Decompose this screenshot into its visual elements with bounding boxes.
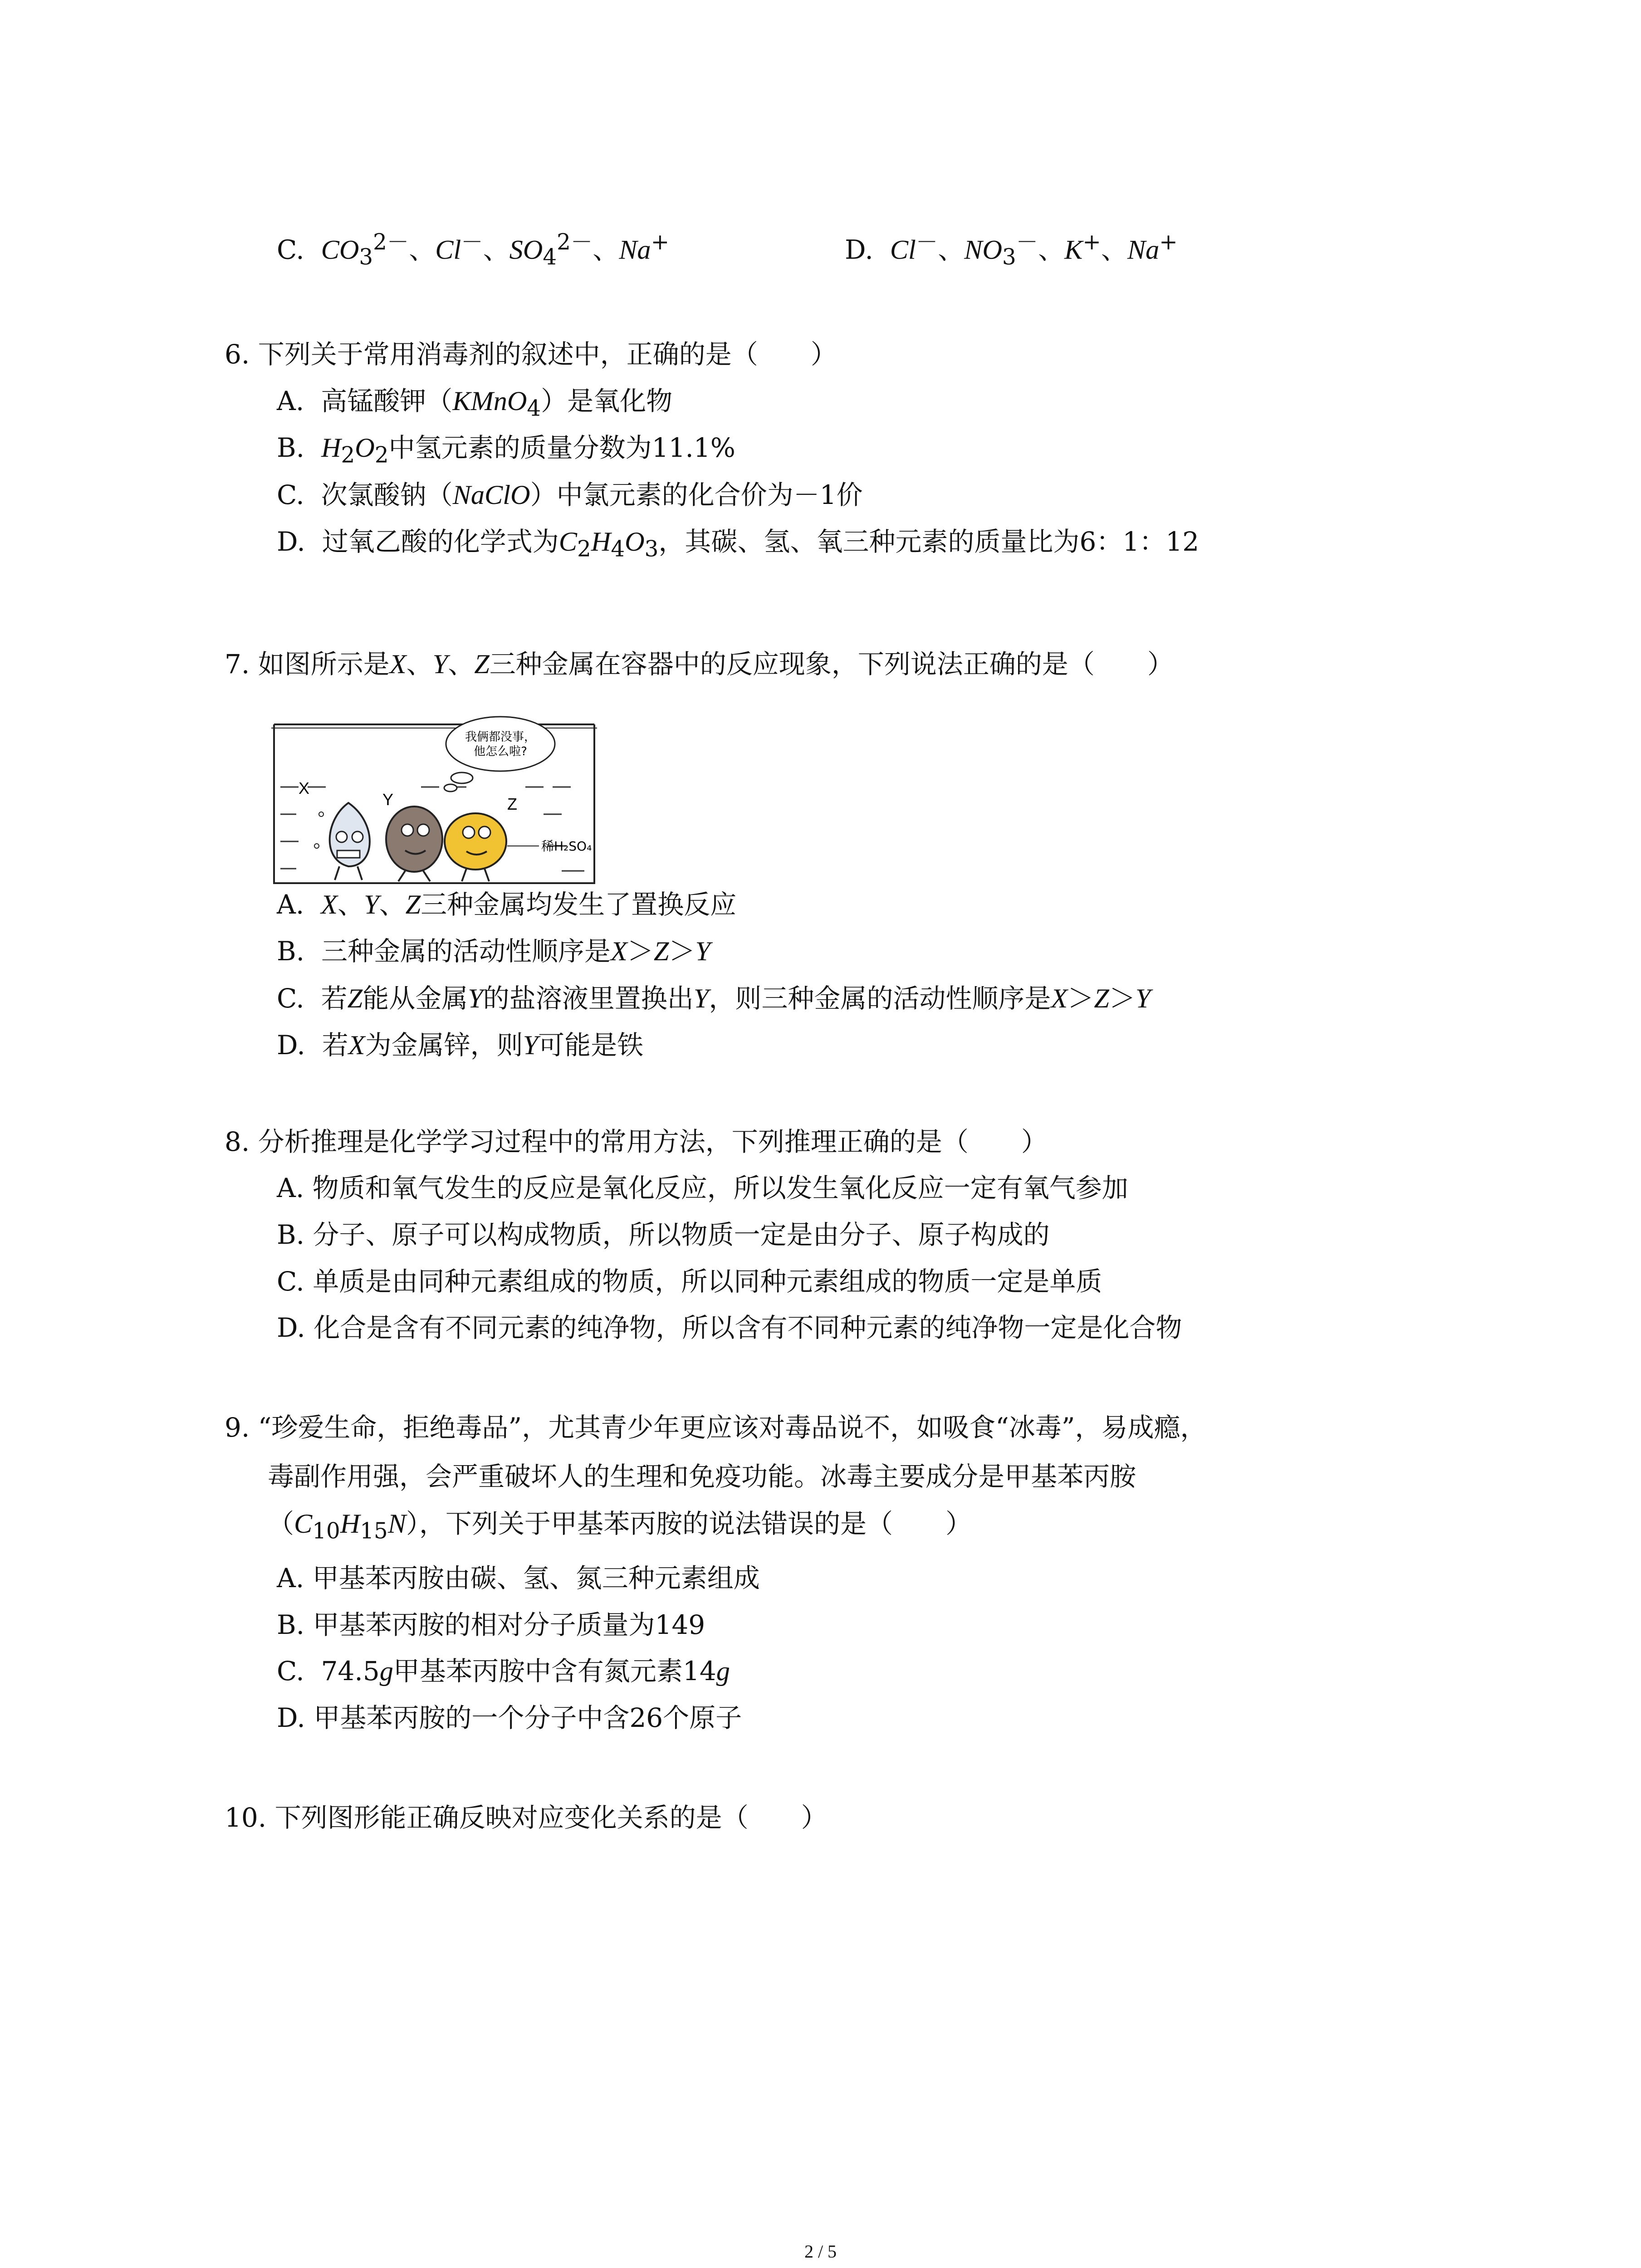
q9-option-c[interactable]: C. 74.5g甲基苯丙胺中含有氮元素14g [277,1656,730,1686]
q9-stem-line-1: 9. “珍爱生命，拒绝毒品”，尤其青少年更应该对毒品说不，如吸食“冰毒”，易成瘾， [225,1412,1207,1443]
label-y: Y [382,790,394,809]
q10-stem: 10. 下列图形能正确反映对应变化关系的是（ ） [225,1802,828,1833]
metal-x [314,803,370,880]
acid-label: 稀H₂SO₄ [541,839,592,854]
label-x: X [299,779,310,797]
q8-option-c[interactable]: C. 单质是由同种元素组成的物质，所以同种元素组成的物质一定是单质 [277,1266,1102,1297]
q7-figure [271,710,598,885]
option-label: C. [277,234,304,265]
q6-option-a[interactable]: A. 高锰酸钾（KMnO$_4$）是氧化物 [277,386,673,421]
q9-stem-line-3: $(C_{10}H_{15}N)$，下列关于甲基苯丙胺的说法错误的是（ ） [268,1508,972,1544]
q6-option-c[interactable]: C. 次氯酸钠（NaClO）中氯元素的化合价为－1价 [277,479,863,510]
option-label: D. [845,234,873,265]
bubble-line-2: 他怎么啦? [474,745,527,758]
q5-option-d[interactable]: D. Cl－、$NO_3^-$、K+、Na+ [845,230,1178,270]
q5-option-c[interactable]: C. $CO_3^{2-}$、Cl－、$SO_4^{2-}$、Na+ [277,230,670,270]
q6-stem: 6. 下列关于常用消毒剂的叙述中，正确的是（ ） [225,339,837,370]
bubble-line-1: 我俩都没事， [465,730,536,744]
q6-option-d[interactable]: D. 过氧乙酸的化学式为$C_2H_4O_3$，其碳、氢、氧三种元素的质量比为6：1：12 [277,526,1199,562]
q8-option-a[interactable]: A. 物质和氧气发生的反应是氧化反应，所以发生氧化反应一定有氧气参加 [277,1173,1128,1203]
q7-option-b[interactable]: B. 三种金属的活动性顺序是X＞Z＞Y [277,936,710,967]
q7-option-a[interactable]: A. X、Y、Z三种金属均发生了置换反应 [277,889,737,920]
q8-option-b[interactable]: B. 分子、原子可以构成物质，所以物质一定是由分子、原子构成的 [277,1219,1050,1250]
q8-option-d[interactable]: D. 化合是含有不同元素的纯净物，所以含有不同种元素的纯净物一定是化合物 [277,1312,1182,1343]
metal-z [445,813,506,881]
q7-option-c[interactable]: C. 若Z能从金属Y的盐溶液里置换出Y，则三种金属的活动性顺序是X＞Z＞Y [277,983,1151,1014]
metal-y [386,807,442,881]
q9-option-a[interactable]: A. 甲基苯丙胺由碳、氢、氮三种元素组成 [277,1563,760,1593]
q6-option-b[interactable]: B. $H_2O_2$中氢元素的质量分数为11.1% [277,432,735,468]
q8-stem: 8. 分析推理是化学学习过程中的常用方法，下列推理正确的是（ ） [225,1126,1048,1157]
label-z: Z [507,795,517,813]
page-number: 2 / 5 [804,2241,837,2262]
q9-option-d[interactable]: D. 甲基苯丙胺的一个分子中含26个原子 [277,1702,742,1733]
q9-option-b[interactable]: B. 甲基苯丙胺的相对分子质量为149 [277,1609,705,1640]
q7-stem: 7. 如图所示是X、Y、Z三种金属在容器中的反应现象，下列说法正确的是（ ） [225,649,1174,679]
q9-stem-line-2: 毒副作用强，会严重破坏人的生理和免疫功能。冰毒主要成分是甲基苯丙胺 [268,1461,1136,1492]
q7-option-d[interactable]: D. 若X为金属锌，则Y可能是铁 [277,1030,644,1061]
